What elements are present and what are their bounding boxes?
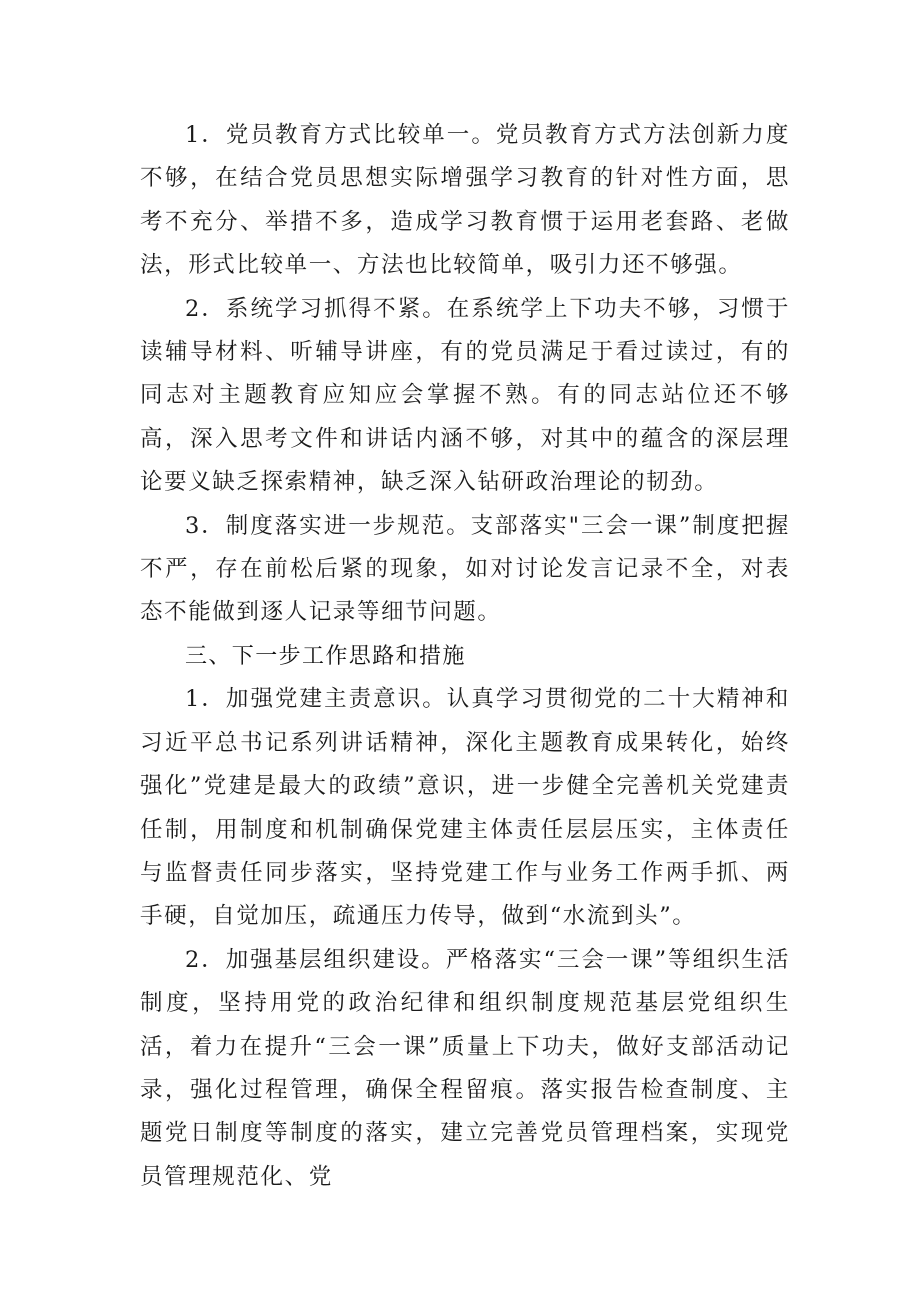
paragraph-system-implementation: 3．制度落实进一步规范。支部落实"三会一课”制度把握不严，存在前松后紧的现象，如对讨论发言记录不全，对表态不能做到逐人记录等细节问题。 [140, 512, 790, 626]
paragraph-systematic-study: 2．系统学习抓得不紧。在系统学上下功夫不够，习惯于读辅导材料、听辅导讲座，有的党员满足于看过读过，有的同志对主题教育应知应会掌握不熟。有的同志站位还不够高，深入思考文件和讲话内涵不够，对其中的蕴含的深层理论要义缺乏探索精神，缺乏深入钻研政治理论的韧劲。 [140, 295, 790, 496]
section-heading: 三、下一步工作思路和措施 [185, 643, 466, 669]
paragraph-grassroots-organization: 2．加强基层组织建设。严格落实“三会一课”等组织生活制度，坚持用党的政治纪律和组织制度规范基层党组织生活，着力在提升“三会一课”质量上下功夫，做好支部活动记录，强化过程管理，确保全程留痕。落实报告检查制度、主题党日制度等制度的落实，建立完善党员管理档案，实现党员管理规范化、党 [140, 946, 790, 1190]
document-page [140, 114, 790, 1199]
paragraph-party-responsibility: 1．加强党建主责意识。认真学习贯彻党的二十大精神和习近平总书记系列讲话精神，深化主题教育成果转化，始终强化”党建是最大的政绩”意识，进一步健全完善机关党建责任制，用制度和机制确保党建主体责任层层压实，主体责任与监督责任同步落实，坚持党建工作与业务工作两手抓、两手硬，自觉加压，疏通压力传导，做到“水流到头”。 [140, 686, 790, 930]
paragraph-education-method: 1．党员教育方式比较单一。党员教育方式方法创新力度不够，在结合党员思想实际增强学习教育的针对性方面，思考不充分、举措不多，造成学习教育惯于运用老套路、老做法，形式比较单一、方法也比较简单，吸引力还不够强。 [140, 122, 790, 279]
